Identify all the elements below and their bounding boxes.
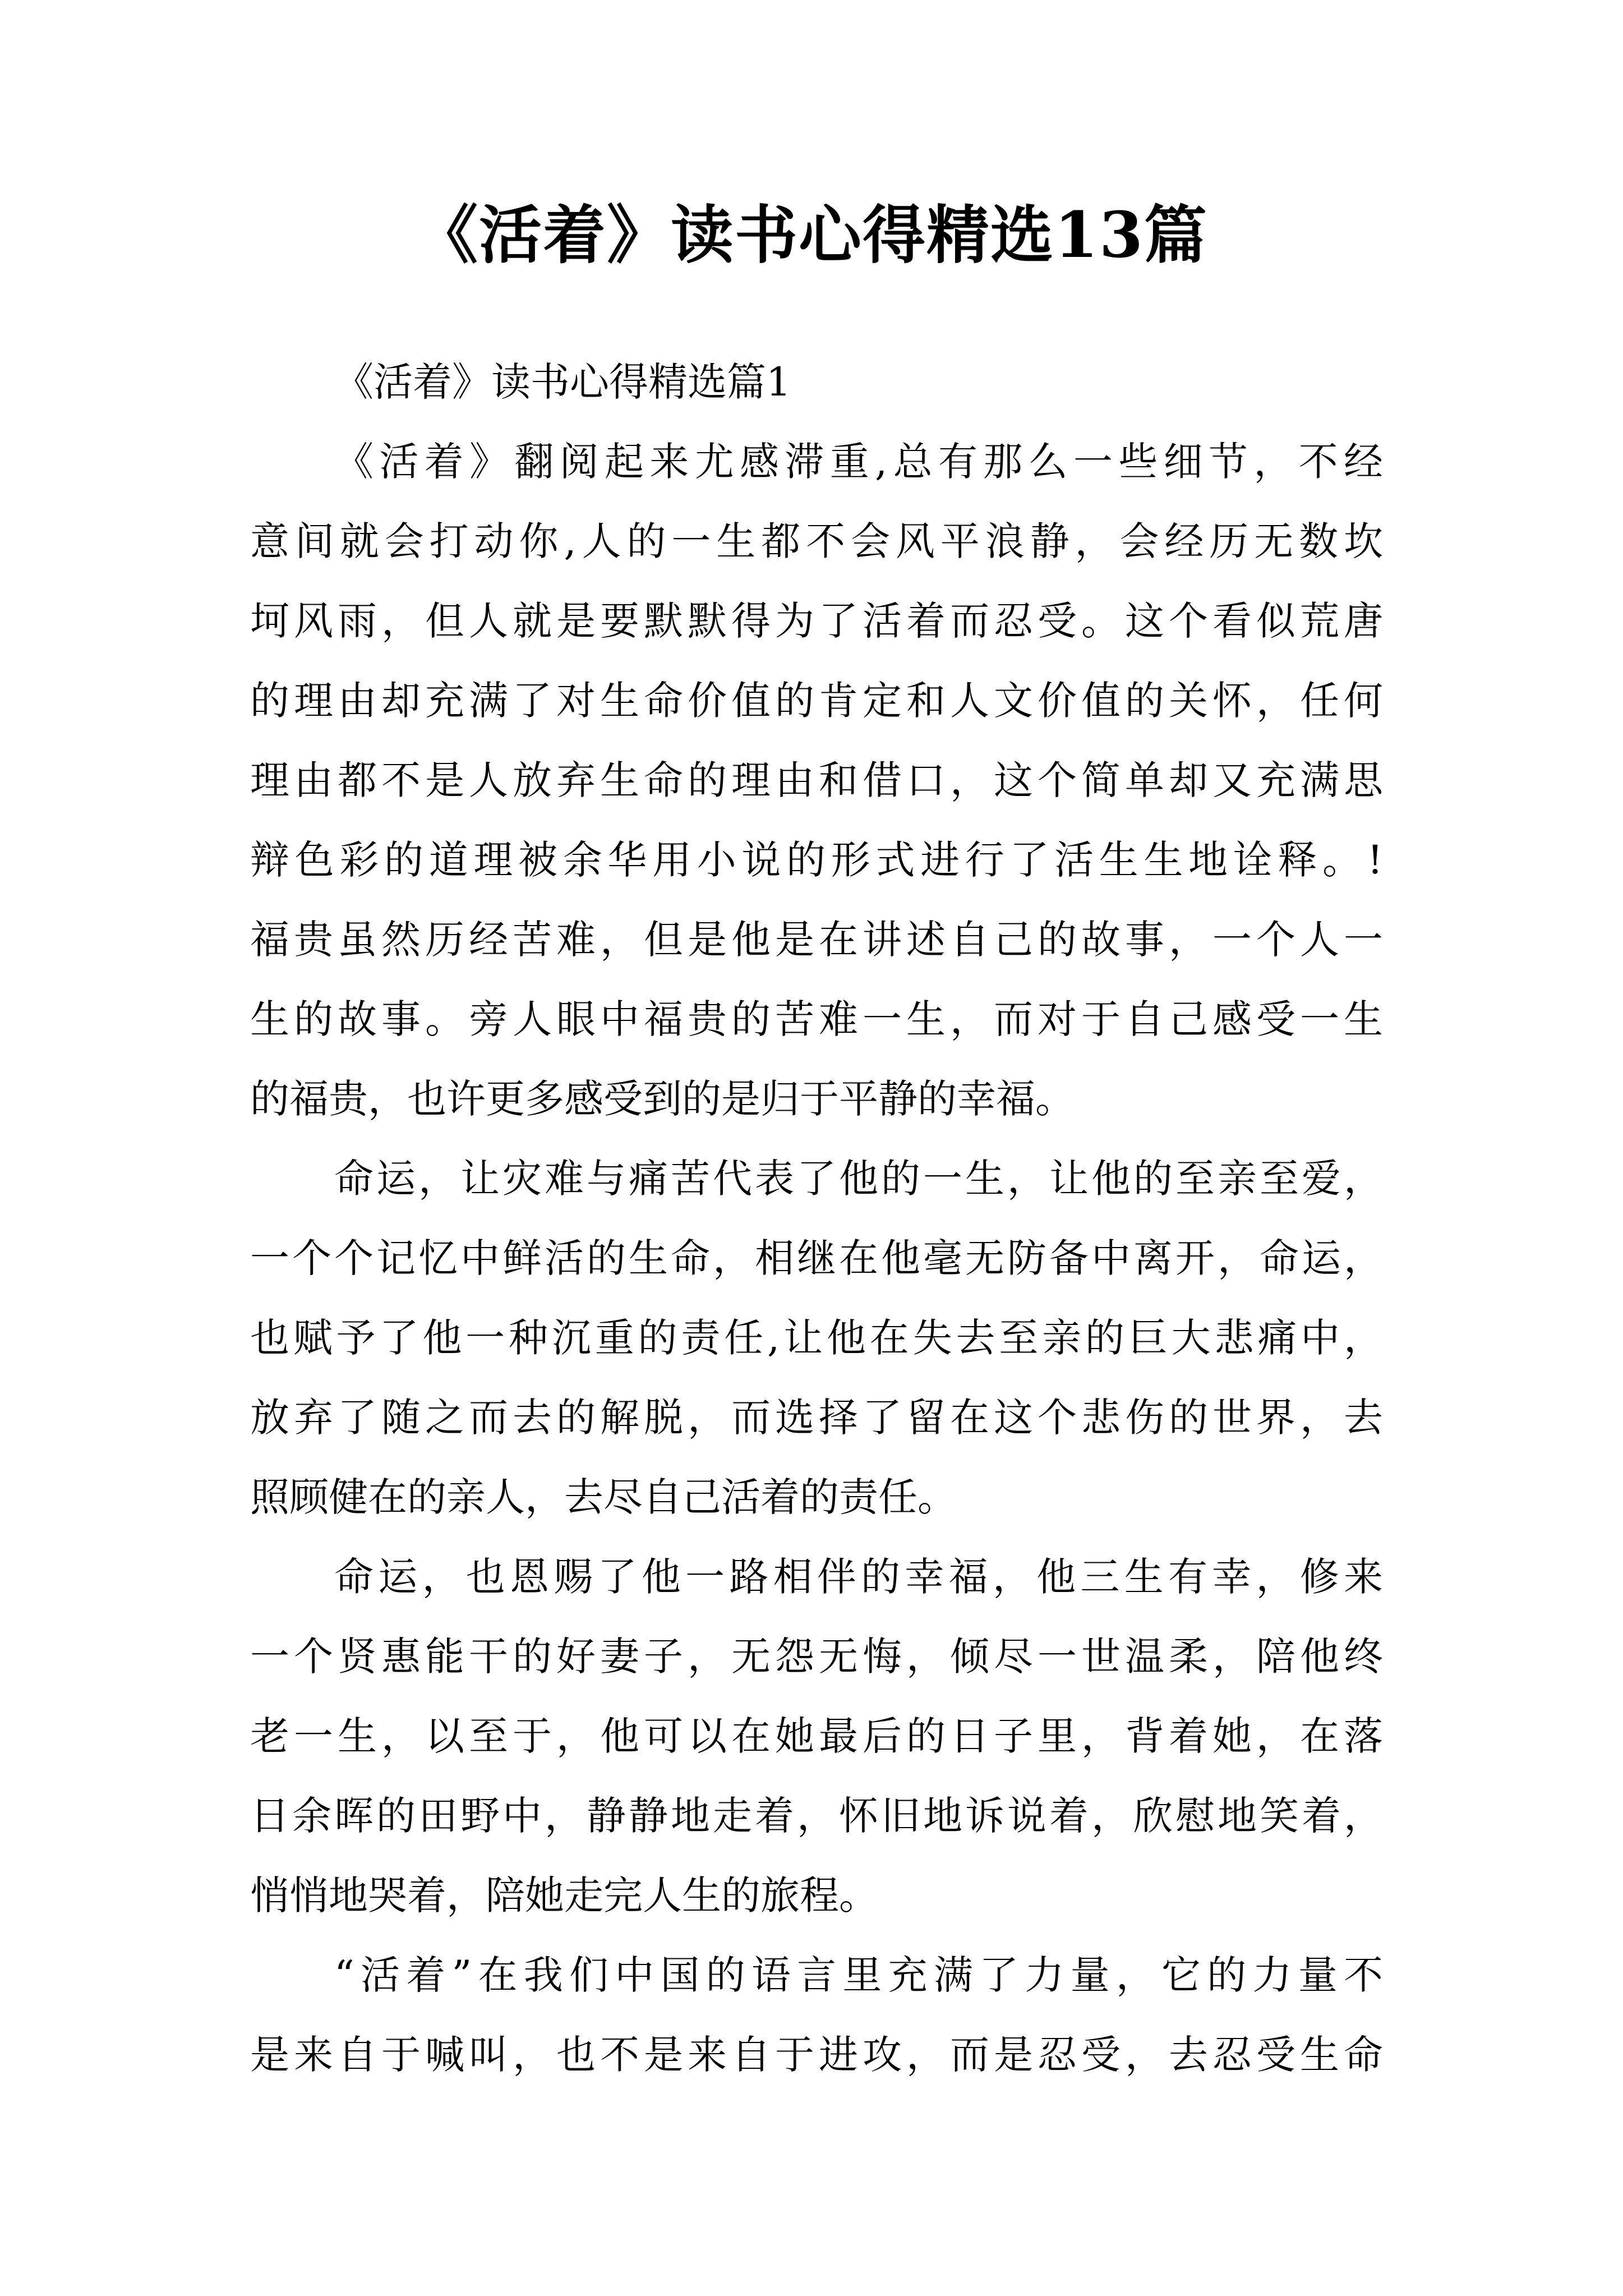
paragraph-line: “活着”在我们中国的语言里充满了力量，它的力量不 xyxy=(334,1952,1383,1998)
paragraph-line: 一个个记忆中鲜活的生命，相继在他毫无防备中离开，命运， xyxy=(250,1235,1383,1281)
paragraph-line: 悄悄地哭着，陪她走完人生的旅程。 xyxy=(250,1872,878,1918)
paragraph xyxy=(250,1935,1383,2095)
paragraph xyxy=(250,1537,1383,1935)
paragraph-line: 坷风雨，但人就是要默默得为了活着而忍受。这个看似荒唐 xyxy=(250,598,1383,644)
paragraph-line: 辩色彩的道理被余华用小说的形式进行了活生生地诠释。! xyxy=(250,837,1383,883)
paragraph-line: 老一生，以至于，他可以在她最后的日子里，背着她，在落 xyxy=(250,1713,1383,1759)
paragraph-line: 的福贵，也许更多感受到的是归于平静的幸福。 xyxy=(250,1076,1075,1122)
paragraph-line: 福贵虽然历经苦难，但是他是在讲述自己的故事，一个人一 xyxy=(250,917,1383,963)
paragraph-line: 的理由却充满了对生命价值的肯定和人文价值的关怀，任何 xyxy=(250,678,1383,724)
paragraph-line: 命运，也恩赐了他一路相伴的幸福，他三生有幸，修来 xyxy=(334,1554,1383,1600)
paragraph-line: 理由都不是人放弃生命的理由和借口，这个简单却又充满思 xyxy=(250,757,1383,803)
paragraph-line: 意间就会打动你,人的一生都不会风平浪静，会经历无数坎 xyxy=(250,518,1383,564)
paragraph-line: 命运，让灾难与痛苦代表了他的一生，让他的至亲至爱， xyxy=(334,1156,1383,1202)
paragraph-line: 一个贤惠能干的好妻子，无怨无悔，倾尽一世温柔，陪他终 xyxy=(250,1634,1383,1680)
paragraph-line: 是来自于喊叫，也不是来自于进攻，而是忍受，去忍受生命 xyxy=(250,2032,1383,2078)
paragraph xyxy=(250,1139,1383,1537)
paragraph xyxy=(250,422,1383,1139)
paragraph-line: 《活着》翻阅起来尤感滞重,总有那么一些细节，不经 xyxy=(334,439,1383,485)
document-title: 《活着》读书心得精选13篇 xyxy=(415,199,1208,272)
paragraph-line: 日余晖的田野中，静静地走着，怀旧地诉说着，欣慰地笑着， xyxy=(250,1793,1383,1839)
paragraph-line: 放弃了随之而去的解脱，而选择了留在这个悲伤的世界，去 xyxy=(250,1395,1383,1441)
section-heading: 《活着》读书心得精选篇1 xyxy=(334,359,791,405)
paragraph-line: 也赋予了他一种沉重的责任,让他在失去至亲的巨大悲痛中， xyxy=(250,1315,1383,1361)
paragraph-line: 照顾健在的亲人，去尽自己活着的责任。 xyxy=(250,1474,957,1520)
paragraph-line: 生的故事。旁人眼中福贵的苦难一生，而对于自己感受一生 xyxy=(250,996,1383,1042)
document-body xyxy=(250,342,1383,2095)
